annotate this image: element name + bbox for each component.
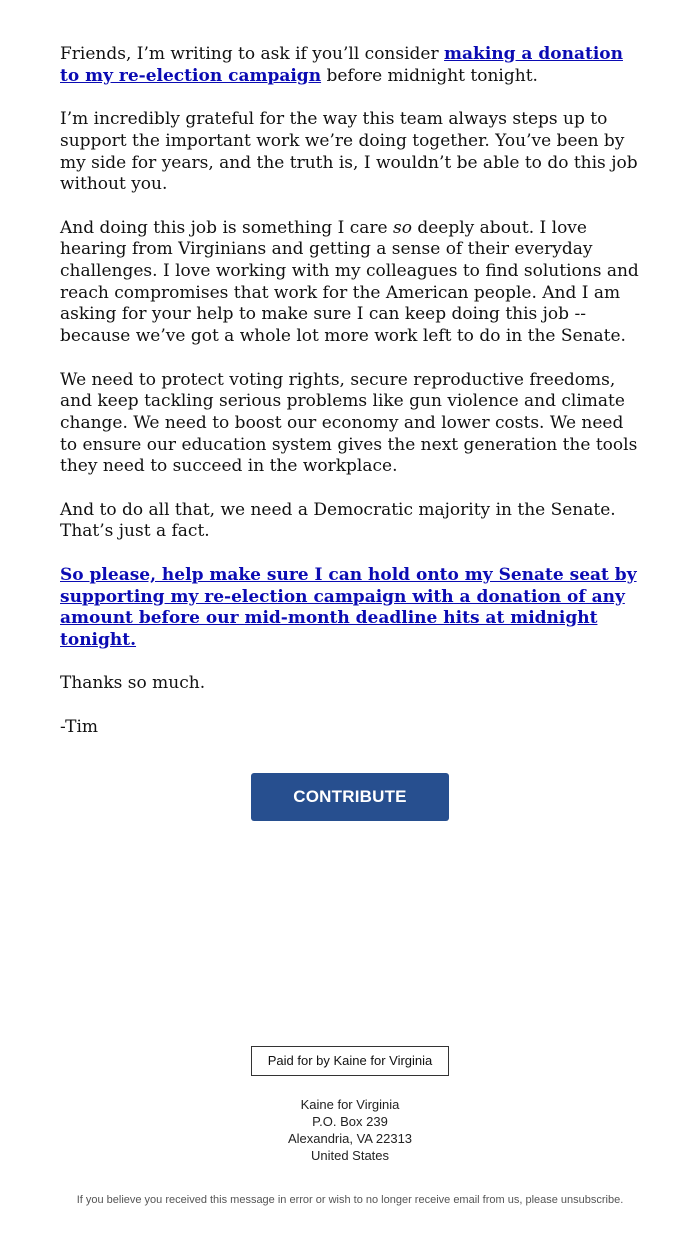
job-text: And doing this job is something I care [60, 217, 393, 238]
paragraph-majority: And to do all that, we need a Democratic majority in the Senate. That’s just a fact. [60, 499, 616, 542]
paragraph-thanks: Thanks so much. [60, 673, 206, 694]
unsubscribe-note[interactable]: If you believe you received this message in error or wish to no longer receive email from us, please unsubscribe. [76, 1194, 624, 1206]
address-line: United States [310, 1148, 390, 1163]
paid-for-disclaimer: Paid for by Kaine for Virginia [251, 1046, 450, 1076]
contribute-button[interactable]: CONTRIBUTE [251, 773, 449, 821]
emphasis-word: so [392, 217, 412, 238]
job-text-tail: deeply about. I love hearing from Virginians and getting a sense of their everyday challenges. I love working with my colleagues to find solutions and reach compromises that work for the American people. And I am asking for your help to make sure I can keep doing this job -- because we’ve got a whole lot more work left to do in the Senate. [60, 217, 639, 347]
paragraph-gratitude: I’m incredibly grateful for the way this team always steps up to support the important work we’re doing together. You’ve been by my side for years, and the truth is, I wouldn’t be able to do this job without you. [60, 109, 638, 195]
paragraph-cta [60, 565, 642, 652]
signature: -Tim [60, 716, 99, 737]
donation-link[interactable]: making a donation to my re-election campaign [60, 44, 623, 86]
address-line: P.O. Box 239 [312, 1114, 388, 1129]
paragraph-priorities: We need to protect voting rights, secure reproductive freedoms, and keep tackling serious problems like gun violence and climate change. We need to boost our economy and lower costs. We need to ensure our education system gives the next generation the tools they need to succeed in the workplace. [60, 369, 638, 477]
intro-text-tail: before midnight tonight. [321, 65, 538, 86]
intro-text: Friends, I’m writing to ask if you’ll consider [60, 44, 445, 64]
address-line: Alexandria, VA 22313 [287, 1131, 413, 1146]
mailing-address [0, 1096, 700, 1164]
paragraph-intro [60, 44, 642, 87]
address-line: Kaine for Virginia [300, 1097, 400, 1112]
button-container [0, 773, 700, 821]
paid-for-container [0, 1046, 700, 1076]
email-body [60, 44, 642, 760]
paragraph-job [60, 218, 642, 348]
cta-donation-link[interactable]: So please, help make sure I can hold onto my Senate seat by supporting my re-election campaign with a donation of any amount before our mid-month deadline hits at midnight tonight. [60, 564, 637, 650]
